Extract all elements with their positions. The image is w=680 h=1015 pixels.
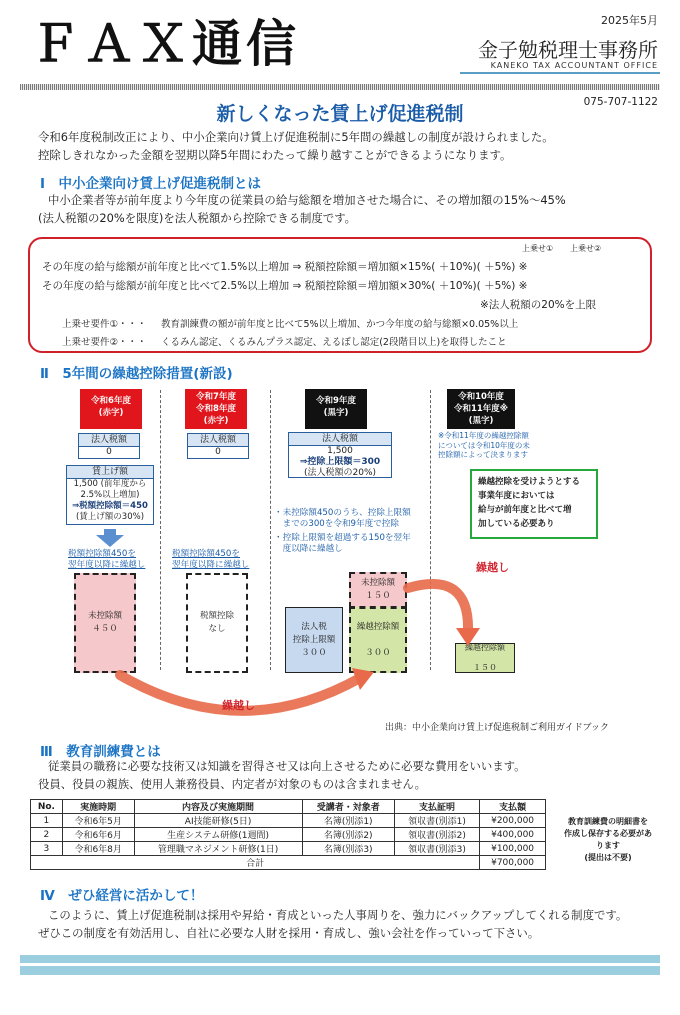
section-3-title: Ⅲ 教育訓練費とは — [40, 744, 161, 760]
section-3-body-2: 役員、役員の親族、使用人兼務役員、内定者が対象のものは含まれません。 — [38, 777, 426, 791]
cell-no: 1 — [31, 814, 63, 828]
year-header-r7-r8: 令和7年度 令和8年度 (赤字) — [185, 389, 247, 429]
condition-note-box: 繰越控除を受けようとする 事業年度においては 給与が前年度と比べて増 加している必要あり — [470, 469, 598, 539]
training-cost-table — [30, 799, 546, 870]
col-header-attendees: 受講者・対象者 — [302, 800, 394, 814]
office-name-en: KANEKO TAX ACCOUNTANT OFFICE — [490, 61, 658, 70]
footer-bar — [20, 955, 660, 963]
cell-proof: 領収書(別添2) — [394, 828, 479, 842]
cell-attendees: 名簿(別添2) — [302, 828, 394, 842]
r9-note-2: ・控除上限額を超過する150を翌年 度以降に繰越し — [274, 533, 411, 554]
col-header-proof: 支払証明 — [394, 800, 479, 814]
table-side-note: 教育訓練費の明細書を 作成し保存する必要があ ります (提出は不要) — [564, 817, 652, 862]
r6-wage-value: 1,500 (前年度から 2.5%以上増加) — [73, 479, 147, 500]
carry-label-2: 繰越し — [476, 561, 509, 574]
table-total-row — [31, 856, 546, 870]
r9-limit-note: (法人税額の20%) — [303, 468, 377, 478]
r6-carry-note: 税額控除額450を 翌年度以降に繰越し — [68, 549, 146, 570]
cell-amount: ¥200,000 — [480, 814, 546, 828]
r6-undeducted-bar: 未控除額 ４５０ — [74, 573, 136, 673]
col-header-content: 内容及び実施期間 — [134, 800, 302, 814]
issue-date: 2025年5月 — [601, 14, 658, 27]
addon-tag-1: 上乗せ① — [522, 244, 554, 253]
section-1-title: Ⅰ 中小企業向け賃上げ促進税制とは — [40, 176, 262, 192]
r9-tax-value: 1,500 — [327, 446, 353, 456]
cell-content: 生産システム研修(1週間) — [134, 828, 302, 842]
total-label: 合計 — [31, 856, 480, 870]
col-header-date: 実施時期 — [62, 800, 134, 814]
cell-content: AI技能研修(5日) — [134, 814, 302, 828]
cell-date: 令和6年8月 — [62, 842, 134, 856]
carry-arrowhead — [456, 628, 480, 646]
section-2-title: Ⅱ 5年間の繰越控除措置(新設) — [40, 366, 233, 382]
formula-line-1: その年度の給与総額が前年度と比べて1.5%以上増加 ⇒ 税額控除額＝増加額×15%( ＋10%)( ＋5%) ※ — [42, 261, 528, 273]
cell-no: 2 — [31, 828, 63, 842]
main-title: 新しくなった賃上げ促進税制 — [216, 103, 464, 125]
table-row — [31, 814, 546, 828]
cell-amount: ¥400,000 — [480, 828, 546, 842]
cell-attendees: 名簿(別添3) — [302, 842, 394, 856]
cell-date: 令和6年5月 — [62, 814, 134, 828]
col-header-no: No. — [31, 800, 63, 814]
cell-no: 3 — [31, 842, 63, 856]
requirement-2-label: 上乗せ要件②・・・ — [62, 337, 147, 348]
r7-tax-label: 法人税額 — [188, 434, 248, 447]
col-header-amount: 支払額 — [480, 800, 546, 814]
cell-amount: ¥100,000 — [480, 842, 546, 856]
r7-no-deduction-bar: 税額控除 なし — [186, 573, 248, 673]
r9-note-1: ・未控除額450のうち、控除上限額 までの300を令和9年度で控除 — [274, 508, 411, 529]
intro-line-1: 令和6年度税制改正により、中小企業向け賃上げ促進税制に5年間の繰越しの制度が設けられました。 — [38, 130, 554, 144]
cell-proof: 領収書(別添3) — [394, 842, 479, 856]
year-header-r9: 令和9年度 (黒字) — [305, 389, 367, 429]
r10-carryforward-bar: 繰越控除額 １５０ — [455, 643, 515, 673]
phone-number: 075-707-1122 — [583, 96, 658, 108]
formula-line-2: その年度の給与総額が前年度と比べて2.5%以上増加 ⇒ 税額控除額＝増加額×30%( ＋10%)( ＋5%) ※ — [42, 280, 528, 292]
section-1-body-2: (法人税額の20%を限度)を法人税額から控除できる制度です。 — [38, 211, 357, 225]
section-4-body-2: ぜひこの制度を有効活用し、自社に必要な人財を採用・育成し、強い会社を作っていって下さい。 — [38, 926, 540, 940]
section-3-body-1: 従業員の職務に必要な技術又は知識を習得させ又は向上させるために必要な費用をいいます。 — [48, 759, 526, 773]
r9-limit-bar: 法人税 控除上限額 ３００ — [285, 607, 343, 673]
requirement-1-label: 上乗せ要件①・・・ — [62, 319, 147, 330]
requirement-1-text: 教育訓練費の額が前年度と比べて5%以上増加、かつ今年度の給与総額×0.05%以上 — [161, 319, 519, 330]
addon-tag-2: 上乗せ② — [570, 244, 602, 253]
intro-line-2: 控除しきれなかった金額を翌期以降5年間にわたって繰り越すことができるようになります。 — [38, 148, 512, 162]
source-citation: 出典：中小企業向け賃上げ促進税制ご利用ガイドブック — [385, 723, 609, 733]
r6-deduction: ⇒税額控除額＝450 — [72, 501, 148, 511]
r6-tax-label: 法人税額 — [79, 434, 139, 447]
office-name: 金子勉税理士事務所 — [478, 38, 658, 62]
formula-limit-note: ※法人税額の20%を上限 — [480, 299, 597, 311]
table-header-row — [31, 800, 546, 814]
r9-carryforward-bar: 繰越控除額 ３００ — [349, 607, 407, 673]
total-amount: ¥700,000 — [480, 856, 546, 870]
fax-title: ＦＡＸ通信 — [30, 14, 300, 73]
r10-note: ※令和11年度の繰越控除額 については令和10年度の未 控除額によって決まります — [438, 431, 530, 459]
r6-wage-label: 賃上げ額 — [67, 466, 153, 479]
table-row — [31, 842, 546, 856]
r6-tax-value: 0 — [106, 447, 112, 457]
r7-carry-note: 税額控除額450を 翌年度以降に繰越し — [172, 549, 250, 570]
section-4-title: Ⅳ ぜひ経営に活かして！ — [40, 888, 204, 904]
table-row — [31, 828, 546, 842]
r9-limit: ⇒控除上限額＝300 — [299, 457, 381, 467]
carry-label-1: 繰越し — [222, 699, 255, 712]
year-header-r10-r11: 令和10年度 令和11年度※ (黒字) — [447, 389, 515, 429]
footer-bar — [20, 966, 660, 975]
section-4-body-1: このように、賃上げ促進税制は採用や昇給・育成といった人事周りを、強力にバックアップしてくれる制度です。 — [48, 908, 628, 922]
cell-date: 令和6年6月 — [62, 828, 134, 842]
year-header-r6: 令和6年度 (赤字) — [80, 389, 142, 429]
cell-content: 管理職マネジメント研修(1日) — [134, 842, 302, 856]
r9-undeducted-bar: 未控除額 １５０ — [349, 572, 407, 608]
r6-deduction-note: (賃上げ額の30%) — [75, 512, 145, 522]
r7-tax-value: 0 — [215, 447, 221, 457]
cell-proof: 領収書(別添1) — [394, 814, 479, 828]
requirement-2-text: くるみん認定、くるみんプラス認定、えるぼし認定(2段階目以上)を取得したこと — [161, 337, 507, 348]
cell-attendees: 名簿(別添1) — [302, 814, 394, 828]
section-1-body-1: 中小企業者等が前年度より今年度の従業員の給与総額を増加させた場合に、その増加額の15%～45% — [48, 193, 566, 207]
r9-tax-label: 法人税額 — [289, 433, 391, 446]
